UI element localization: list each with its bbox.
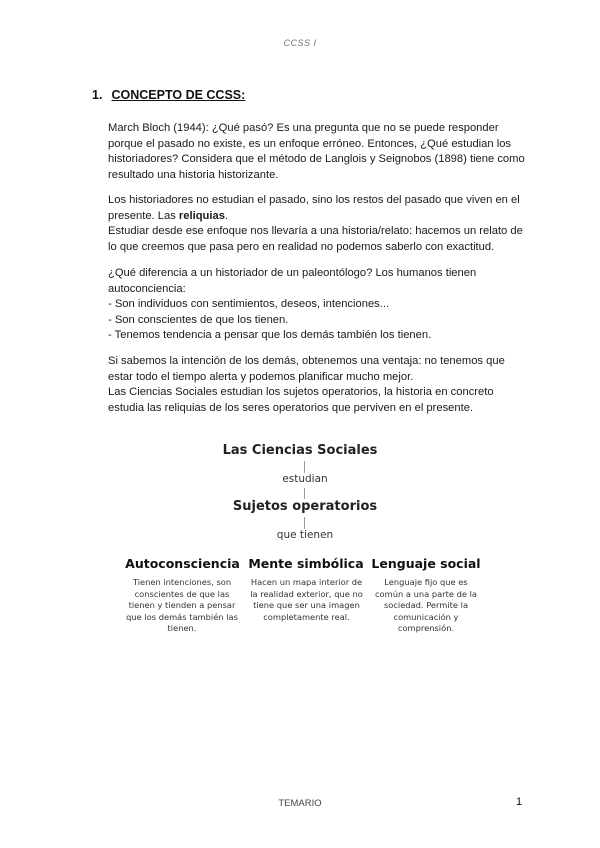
diagram-link-label: que tienen — [276, 529, 334, 541]
diagram-column-title: Lenguaje social — [371, 556, 481, 571]
diagram-column-desc: Hacen un mapa interior de la realidad exterior, que no tiene que ser una imagen completamente real. — [250, 577, 363, 622]
diagram-middle-node: Sujetos operatorios — [232, 499, 378, 514]
section-title: CONCEPTO DE CCSS: — [111, 88, 246, 102]
list-item: - Son individuos con sentimientos, deseos, intenciones... — [108, 298, 390, 311]
page-header: CCSS I — [283, 38, 317, 48]
diagram-column-desc: Lenguaje fijo que es común a una parte de la sociedad. Permite la comunicación y comprensión. — [375, 577, 477, 634]
paragraph-text: Las Ciencias Sociales estudian los sujetos operatorios, la historia en concreto estudia las reliquias de los seres operatorios que perviven en el presente. — [108, 386, 494, 414]
list-item: - Son conscientes de que los tienen. — [108, 313, 289, 326]
diagram-column-title: Autoconsciencia — [125, 556, 240, 571]
diagram-top-node: Las Ciencias Sociales — [222, 443, 378, 458]
section-number: 1. — [92, 88, 103, 102]
diagram-link-label: estudian — [282, 473, 328, 485]
text-span: Los historiadores no estudian el pasado, sino los restos del pasado que viven en el presente. Las — [108, 194, 520, 222]
list-item: - Tenemos tendencia a pensar que los demás también los tienen. — [108, 329, 432, 342]
paragraph-text: Estudiar desde ese enfoque nos llevaría a una historia/relato: hacemos un relato de lo que creemos que pasa pero en realidad no podemos saberlo con exactitud. — [108, 225, 523, 253]
bold-term: reliquias — [178, 209, 225, 222]
connector-line — [304, 517, 305, 529]
connector-line — [304, 488, 305, 499]
connector-line — [304, 461, 305, 473]
diagram-column-desc: Tienen intenciones, son conscientes de que las tienen y tienden a pensar que los demás también las tienen. — [126, 577, 238, 634]
paragraph-text: ¿Qué diferencia a un historiador de un paleontólogo? Los humanos tienen autoconciencia: — [108, 267, 477, 295]
text-span: . — [224, 209, 229, 222]
paragraph-text: Si sabemos la intención de los demás, obtenemos una ventaja: no tenemos que estar todo el tiempo alerta y podemos planificar mucho mejor. — [108, 355, 505, 383]
page-footer: TEMARIO — [278, 798, 322, 809]
paragraph-text: March Bloch (1944): ¿Qué pasó? Es una pregunta que no se puede responder porque el pasado no existe, es un enfoque erróneo. Entonces, ¿Qué estudian los historiadores? Considera que el método de Langlois y Seignobos (1898) tiene como resultado una historia historizante. — [108, 122, 525, 181]
diagram-column-title: Mente simbólica — [248, 556, 364, 571]
page-number: 1 — [516, 796, 523, 808]
